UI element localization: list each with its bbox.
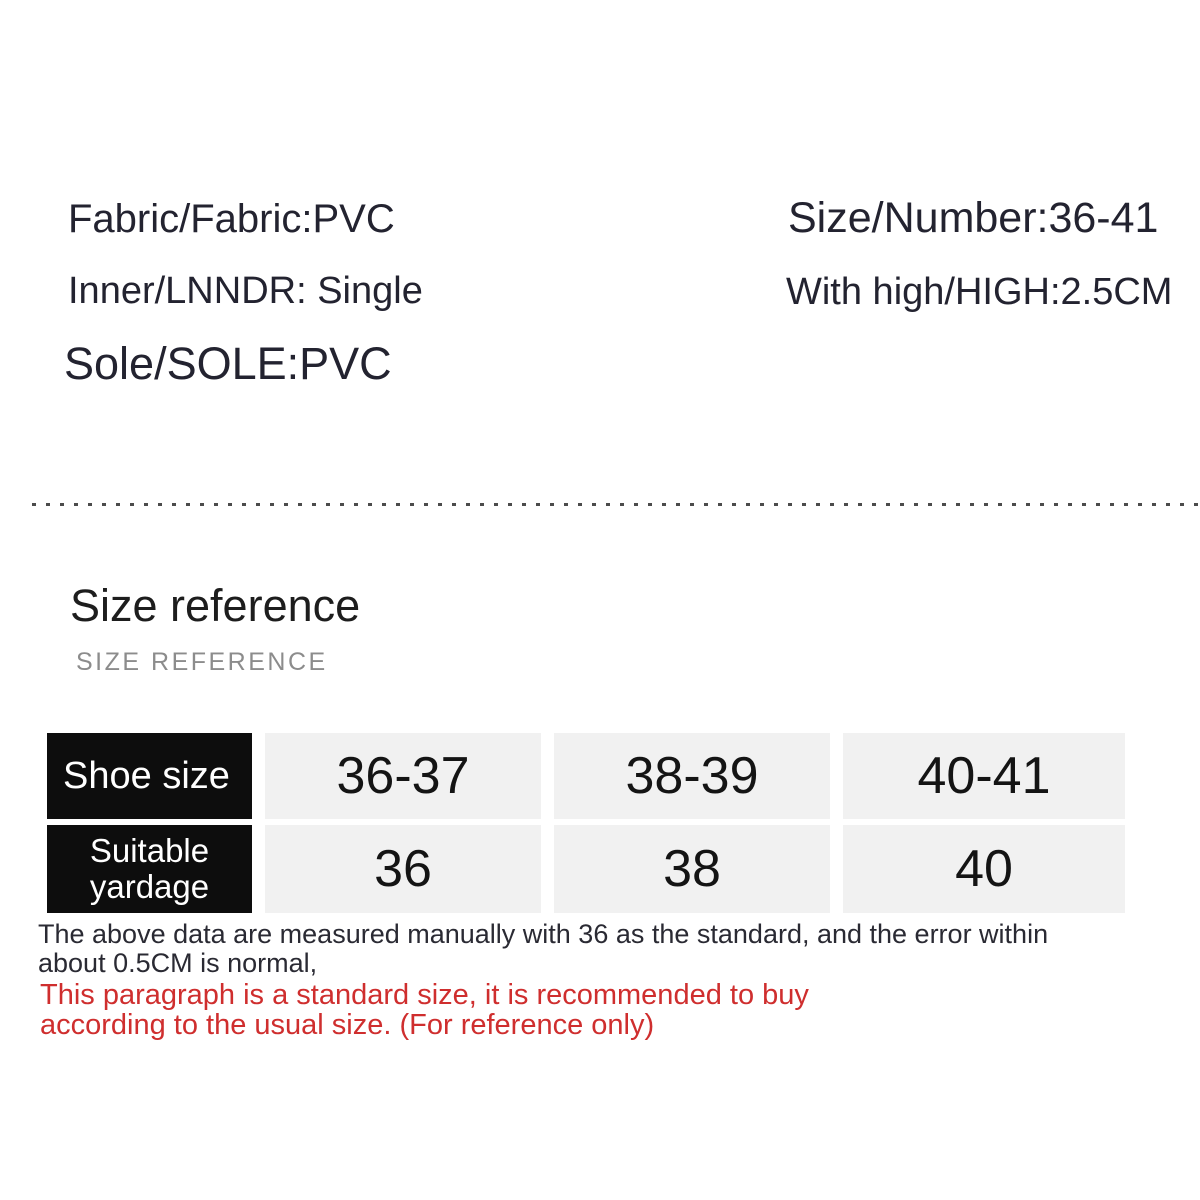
spec-inner: Inner/LNNDR: Single — [68, 270, 423, 312]
table-row-header-suitable-yardage: Suitable yardage — [47, 825, 252, 913]
measurement-note-line1: The above data are measured manually with 36 as the standard, and the error within — [38, 919, 1049, 949]
table-cell-yardage-3: 40 — [843, 825, 1125, 913]
spec-size-number: Size/Number:36-41 — [788, 194, 1159, 242]
size-reference-title: Size reference — [70, 580, 361, 631]
spec-fabric: Fabric/Fabric:PVC — [68, 197, 395, 241]
size-reference-table — [47, 733, 1125, 913]
table-cell-shoe-size-2: 38-39 — [554, 733, 830, 819]
spec-sole: Sole/SOLE:PVC — [64, 338, 392, 389]
size-recommendation-note — [40, 980, 809, 1040]
dotted-divider — [32, 503, 1200, 506]
table-cell-yardage-1: 36 — [265, 825, 541, 913]
spec-heel-height: With high/HIGH:2.5CM — [786, 271, 1173, 313]
table-cell-shoe-size-1: 36-37 — [265, 733, 541, 819]
size-recommendation-line2: according to the usual size. (For reference only) — [40, 1009, 655, 1041]
size-reference-subtitle: SIZE REFERENCE — [76, 648, 328, 676]
table-cell-yardage-2: 38 — [554, 825, 830, 913]
table-cell-shoe-size-3: 40-41 — [843, 733, 1125, 819]
measurement-note — [38, 920, 1048, 978]
size-recommendation-line1: This paragraph is a standard size, it is recommended to buy — [40, 979, 809, 1011]
table-row-header-shoe-size: Shoe size — [47, 733, 252, 819]
measurement-note-line2: about 0.5CM is normal, — [38, 948, 318, 978]
